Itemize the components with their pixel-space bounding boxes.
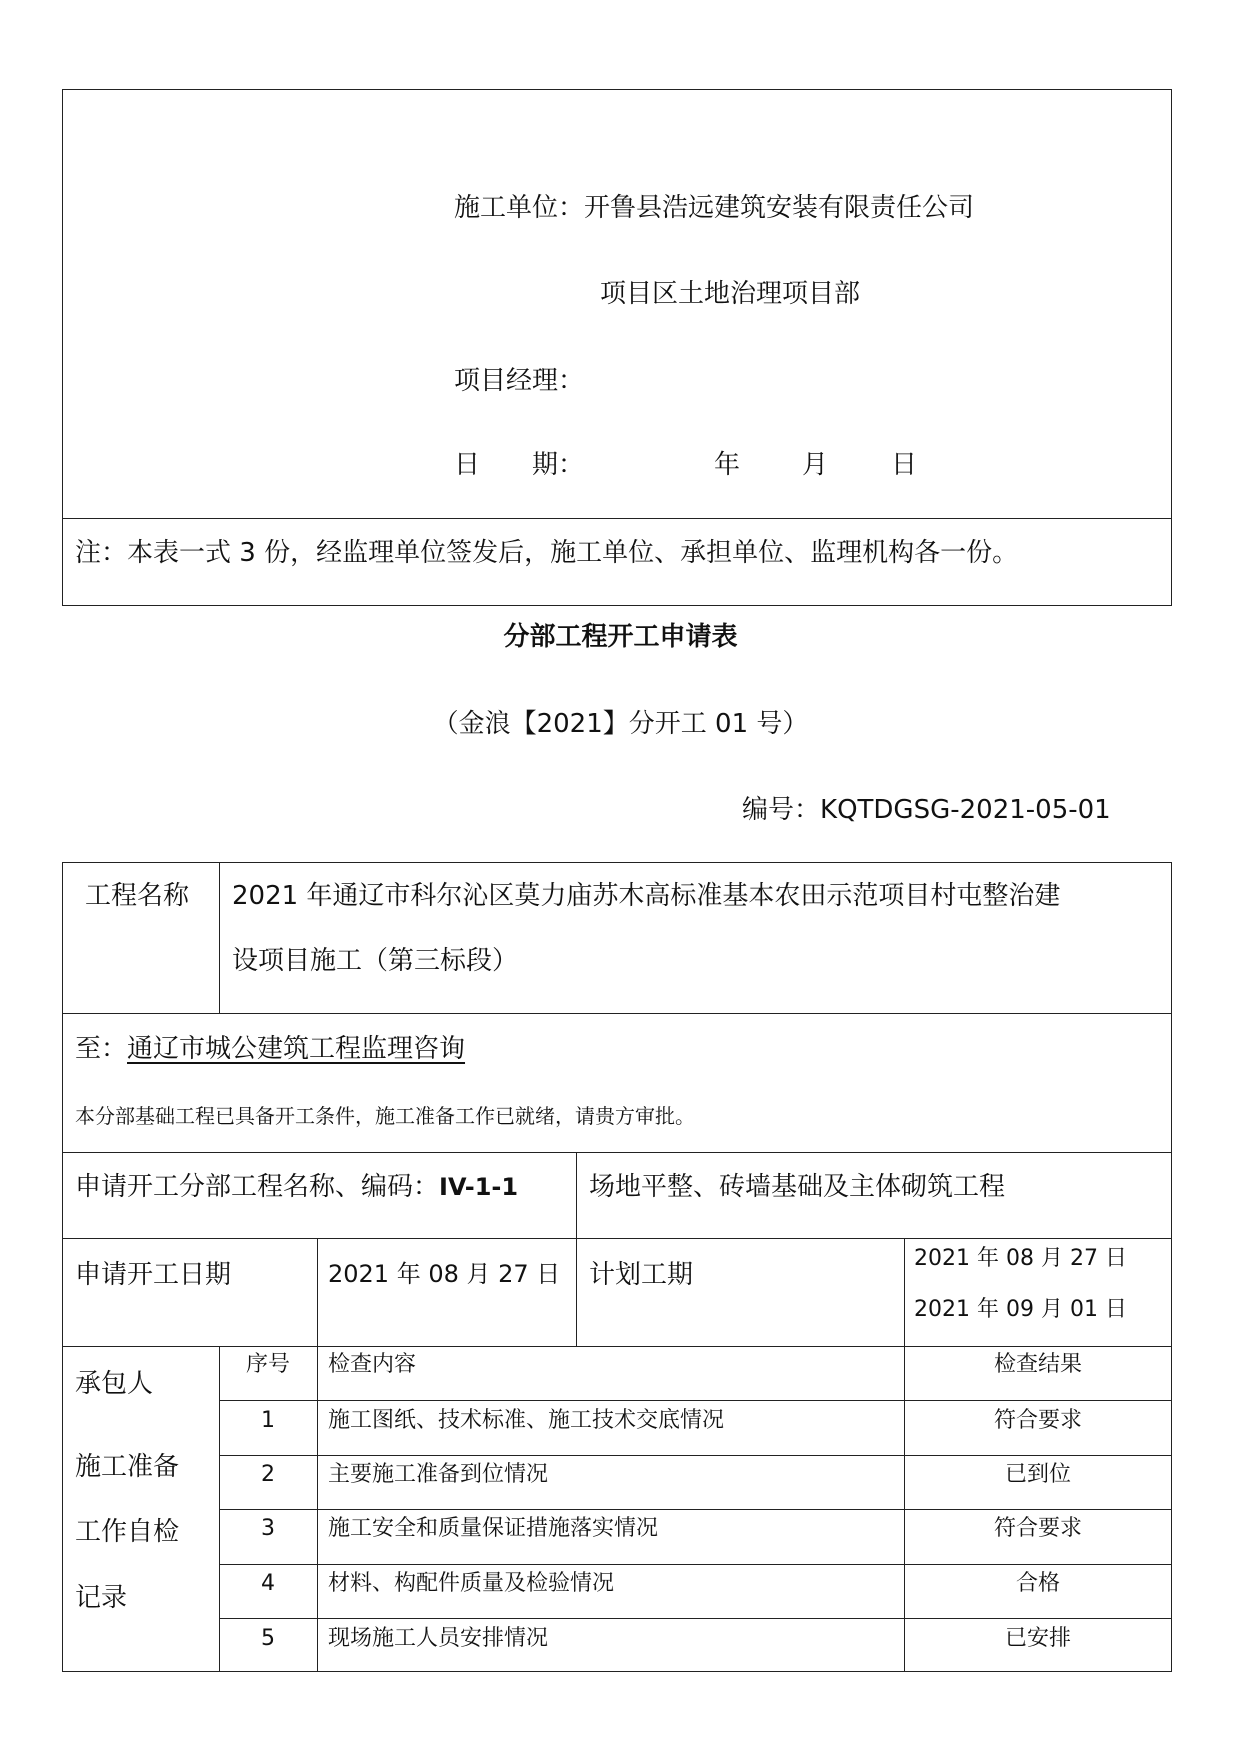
row-content: 施工图纸、技术标准、施工技术交底情况	[328, 1408, 725, 1433]
date-year: 年	[714, 450, 741, 480]
project-name-line2: 设项目施工（第三标段）	[232, 946, 519, 976]
row-result: 符合要求	[993, 1408, 1082, 1433]
row-content: 主要施工准备到位情况	[328, 1462, 549, 1487]
project-name-line1: 2021 年通辽市科尔沁区莫力庙苏木高标准基本农田示范项目村屯整治建	[232, 881, 1061, 911]
self-check-label-3: 工作自检	[75, 1517, 180, 1547]
addressee	[75, 1032, 465, 1066]
addressee-label: 至：	[75, 1034, 128, 1064]
self-check-label-4: 记录	[75, 1583, 128, 1613]
project-name-label: 工程名称	[85, 881, 190, 911]
row-result: 已到位	[1004, 1462, 1071, 1487]
date-month: 月	[802, 450, 829, 480]
top-signature-box	[62, 89, 1172, 606]
header-no: 序号	[245, 1352, 290, 1377]
serial-number	[742, 793, 1111, 827]
self-check-label-2: 施工准备	[75, 1452, 180, 1482]
project-department: 项目区土地治理项目部	[600, 279, 861, 309]
note-divider	[62, 518, 1172, 519]
request-statement: 本分部基础工程已具备开工条件，施工准备工作已就绪，请贵方审批。	[75, 1104, 695, 1128]
header-result: 检查结果	[993, 1352, 1082, 1377]
subproject-label: 申请开工分部工程名称、编码：	[75, 1172, 440, 1202]
start-date-value: 2021 年 08 月 27 日	[328, 1260, 561, 1288]
date-label: 日 期：	[454, 450, 585, 480]
row-content: 现场施工人员安排情况	[328, 1626, 549, 1651]
plan-period-label: 计划工期	[589, 1260, 694, 1290]
subproject-row-label	[75, 1170, 518, 1204]
row-no: 2	[261, 1462, 275, 1487]
distribution-note: 注：本表一式 3 份，经监理单位签发后，施工单位、承担单位、监理机构各一份。	[75, 538, 1019, 568]
start-date-label: 申请开工日期	[75, 1260, 232, 1290]
row-result: 符合要求	[993, 1516, 1082, 1541]
row-no: 1	[261, 1408, 275, 1433]
row-content: 材料、构配件质量及检验情况	[328, 1571, 615, 1596]
subproject-name: 场地平整、砖墙基础及主体砌筑工程	[589, 1172, 1006, 1202]
addressee-value: 通辽市城公建筑工程监理咨询	[127, 1034, 466, 1064]
construction-unit: 施工单位：开鲁县浩远建筑安装有限责任公司	[454, 193, 975, 223]
plan-end-date: 2021 年 09 月 01 日	[914, 1297, 1127, 1322]
row-no: 4	[261, 1571, 275, 1596]
document-reference: （金浪【2021】分开工 01 号）	[432, 709, 809, 739]
subproject-code: IV-1-1	[439, 1173, 519, 1201]
form-title: 分部工程开工申请表	[503, 622, 738, 652]
serial-value: KQTDGSG-2021-05-01	[820, 795, 1111, 825]
row-result: 合格	[1015, 1571, 1060, 1596]
serial-label: 编号：	[742, 795, 821, 825]
self-check-label-1: 承包人	[75, 1369, 154, 1399]
header-content: 检查内容	[328, 1352, 417, 1377]
row-no: 3	[261, 1516, 275, 1541]
row-result: 已安排	[1004, 1626, 1071, 1651]
date-day: 日	[891, 450, 918, 480]
row-content: 施工安全和质量保证措施落实情况	[328, 1516, 659, 1541]
row-no: 5	[261, 1626, 275, 1651]
project-manager-label: 项目经理：	[454, 366, 585, 396]
plan-start-date: 2021 年 08 月 27 日	[914, 1246, 1127, 1271]
